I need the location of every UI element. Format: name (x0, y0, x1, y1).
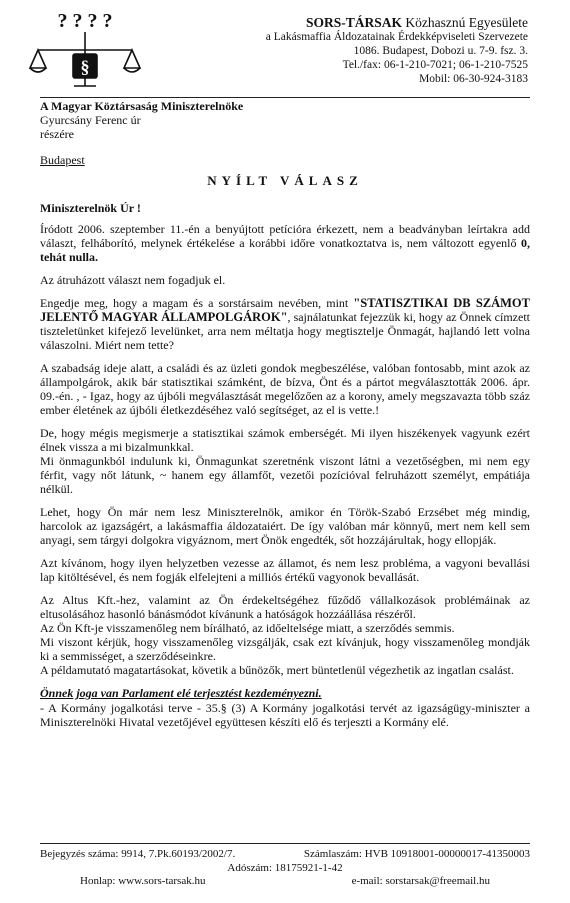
paragraph-4: A szabadság ideje alatt, a családi és az üzleti gondok megbeszélése, valóban fontosabb, mint azok az állampolgárok, akik bár statisztikai számként, de bízva, Önt és a pártot megválasztották 2006. ápr. 09.-én. , - Igaz, hogy az újbóli megválasztását megelőzően az a korony, amely megszavazta több száz ember életének az újbóli életkezdéséhez való segítséget, az el is vette.! (40, 361, 530, 417)
paragraph-10: Az Ön Kft-je visszamenőleg nem bírálható, az időeltelsége miatt, a szerződés semmis. (40, 621, 455, 635)
city: Budapest (40, 153, 85, 167)
paragraph-2: Az átruházott választ nem fogadjuk el. (40, 273, 226, 287)
recipient-block (40, 99, 243, 141)
footer-divider (40, 843, 530, 844)
footer-email-link[interactable]: e-mail: sorstarsak@freemail.hu (351, 875, 490, 887)
paragraph-6: Mi önmagunkból indulunk ki, Önmagunkat szeretnénk viszont látni a vezetőségben, mi nem egy férfit, vagy nőt látunk, ~ hanem egy államfőt, vezetői pozícióval felruházott személyt, empátiája nélkül. (40, 454, 530, 496)
logo-section-sign: § (80, 57, 90, 77)
footer-homepage-link[interactable]: Honlap: www.sors-tarsak.hu (80, 875, 206, 887)
org-subtitle: a Lakásmaffia Áldozatainak Érdekképviseleti Szervezete (265, 31, 528, 43)
salutation: Miniszterelnök Úr ! (40, 201, 141, 215)
organization-header (198, 16, 528, 86)
footer-registration: Bejegyzés száma: 9914, 7.Pk.60193/2002/7. (40, 848, 236, 860)
paragraph-3: Engedje meg, hogy a magam és a sorstársaim nevében, mint "STATISZTIKAI DB SZÁMOT JELENTŐ MAGYAR ÁLLAMPOLGÁROK", sajnálatunkat fejezzük ki, hogy az Önnek címzett tiszteletünket kifejező levelünket, arra nem méltatja hogy megtisztelje Önmagát, hajlandó lett volna válaszolni. Miért nem tette? (40, 296, 530, 352)
organization-logo (26, 10, 144, 92)
paragraph-7: Lehet, hogy Ön már nem lesz Miniszterelnök, amikor én Török-Szabó Erzsébet még mindig, harcolok az igazságért, a lakásmaffia áldozataiért. De így valóban már könnyű, mert nem kell sem anyagi, sem tárgyi dolgokra vigyáznom, mert Önök engedték, sőt hozzájárultak, hogy ellopják. (40, 505, 530, 547)
paragraph-8: Azt kívánom, hogy ilyen helyzetben vezesse az államot, és nem lesz probléma, a vagyoni bevallási lap kitöltésével, és nem fogják elfelejteni a milliós értékű vagyonok bevallását. (40, 556, 530, 584)
paragraph-9: Az Altus Kft.-hez, valamint az Ön érdekeltségéhez fűződő vállalkozások problémáinak az eltusolásához hasonló bánásmódot kívánunk a hatóságok hozzáállása részéről. (40, 593, 530, 621)
org-telfax: Tel./fax: 06-1-210-7021; 06-1-210-7525 (342, 59, 528, 71)
logo-question-marks: ? ? ? ? (57, 10, 113, 32)
paragraph-14: - A Kormány jogalkotási terve - 35.§ (3) A Kormány jogalkotási tervét az igazságügy-miniszter a Miniszterelnöki Hivatal vezetőjével együttesen készíti elő és terjeszti a Kormány elé. (40, 701, 530, 729)
letter-body (40, 201, 530, 738)
org-address: 1086. Budapest, Dobozi u. 7-9. fsz. 3. (353, 45, 528, 57)
document-title: NYÍLT VÁLASZ (207, 173, 363, 188)
paragraph-12: A példamutató magatartásokat, követik a bűnözők, mert büntetlenül végezhetik az ingatlan csalást. (40, 663, 514, 677)
footer (40, 848, 530, 889)
paragraph-5: De, hogy mégis megismerje a statisztikai számok emberségét. Mi ilyen hiszékenyek vagyunk ezért élnek vissza a mi bizalmunkkal. (40, 426, 530, 454)
paragraph-1: Íródott 2006. szeptember 11.-én a benyújtott petícióra érkezett, nem a beadványban leírtakra add választ, felháborító, melynek értékelése a korábbi időre vonatkoztatva is, nem változott egyenlő 0, tehát nulla. (40, 222, 530, 264)
header-divider (40, 97, 530, 98)
org-mobile: Mobil: 06-30-924-3183 (419, 73, 528, 85)
org-name: SORS-TÁRSAK Közhasznú Egyesülete (306, 15, 528, 30)
parliament-heading: Önnek joga van Parlament elé terjesztést kezdeményezni. (40, 686, 322, 700)
recipient-for: részére (40, 127, 74, 141)
footer-tax: Adószám: 18175921-1-42 (227, 861, 343, 874)
recipient-name: Gyurcsány Ferenc úr (40, 113, 141, 127)
footer-account: Számlaszám: HVB 10918001-00000017-41350003 (303, 848, 530, 860)
recipient-title: A Magyar Köztársaság Miniszterelnöke (40, 99, 244, 113)
paragraph-11: Mi viszont kérjük, hogy visszamenőleg vizsgálják, csak ezt kívánjuk, hogy visszamenőleg mondják ki a semmisséget, a szerződéseinkre. (40, 635, 530, 663)
